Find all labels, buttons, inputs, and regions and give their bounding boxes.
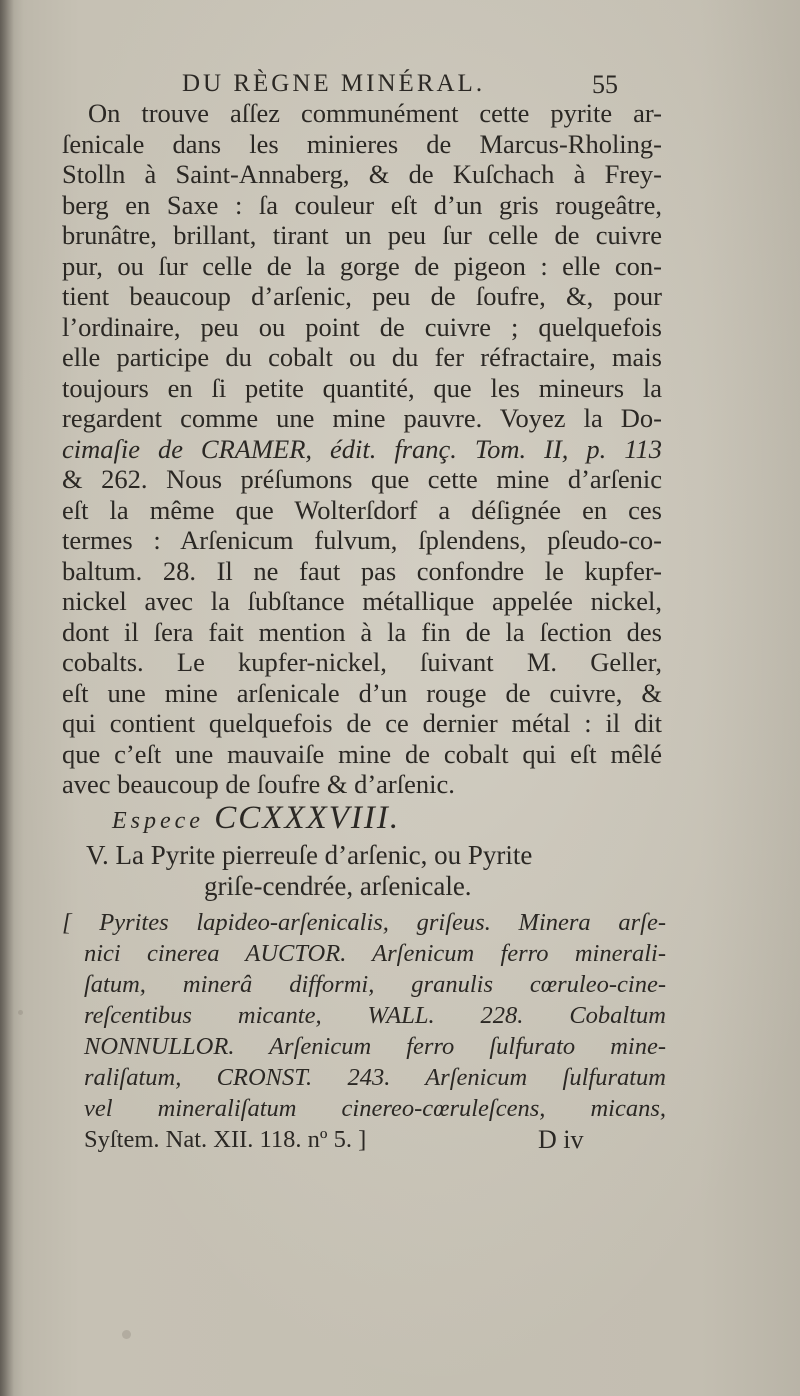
paragraph-line: eſt la même que Wolterſdorf a déſignée en ces [62,494,662,525]
paragraph-line: baltum. 28. Il ne faut pas confondre le kupfer- [62,555,662,586]
paragraph-line: & 262. Nous préſumons que cette mine d’arſenic [62,464,662,494]
page-header [0,68,800,102]
paragraph-line: nickel avec la ſubſtance métallique appelée nickel, [62,586,662,616]
paragraph-line: Stolln à Saint-Annaberg, & de Kuſchach à Frey- [62,159,662,189]
paragraph-line: pur, ou ſur celle de la gorge de pigeon : elle con- [62,250,662,281]
synonym-line: ſatum, minerâ difformi, granulis cœruleo-cine- [84,971,666,998]
paragraph-line: elle participe du cobalt ou du fer réfractaire, mais [62,342,662,372]
synonym-line: nici cinerea AUCTOR. Arſenicum ferro minerali- [84,940,666,967]
synonym-line: Syſtem. Nat. XII. 118. nº 5. ] [84,1126,367,1153]
paragraph-line: berg en Saxe : ſa couleur eſt d’un gris rougeâtre, [62,189,662,220]
signature-mark: D iv [538,1125,584,1154]
paragraph-line: ſenicale dans les minieres de Marcus-Rholing- [62,128,662,159]
paragraph-line: tient beaucoup d’arſenic, peu de ſoufre, &, pour [62,281,662,311]
paper-stain [18,1010,23,1015]
paragraph-line: toujours en ſi petite quantité, que les mineurs la [62,372,662,403]
synonym-line: NONNULLOR. Arſenicum ferro ſulfurato mine- [84,1033,666,1060]
species-heading [112,800,612,837]
paragraph-line: cobalts. Le kupfer-nickel, ſuivant M. Geller, [62,647,662,677]
species-title-line: griſe-cendrée, arſenicale. [204,871,472,901]
paragraph-line: qui contient quelquefois de ce dernier métal : il dit [62,708,662,738]
paper-stain [122,1330,131,1339]
synonym-line: raliſatum, CRONST. 243. Arſenicum ſulfuratum [84,1064,666,1091]
synonym-line: reſcentibus micante, WALL. 228. Cobaltum [84,1002,666,1029]
paragraph-line: eſt une mine arſenicale d’un rouge de cuivre, & [62,677,662,708]
species-title [62,840,662,902]
running-head: DU RÈGNE MINÉRAL. [182,70,486,97]
paragraph-line: regardent comme une mine pauvre. Voyez la Do- [62,403,662,433]
synonym-line: vel mineraliſatum cinereo-cœruleſcens, micans, [84,1095,666,1122]
paragraph-line: On trouve aſſez communément cette pyrite ar- [88,98,662,128]
species-heading-prefix: Espece [112,808,204,834]
synonyms-block [62,907,666,1155]
paragraph-line: avec beaucoup de ſoufre & d’arſenic. [62,769,455,799]
paragraph-line: que c’eſt une mauvaiſe mine de cobalt qui eſt mêlé [62,738,662,769]
paragraph-line: brunâtre, brillant, tirant un peu ſur celle de cuivre [62,220,662,250]
paragraph-line: cimaſie de CRAMER, édit. franç. Tom. II, p. 113 [62,433,662,464]
main-paragraph [62,98,662,800]
paragraph-line: termes : Arſenicum fulvum, ſplendens, pſeudo-co- [62,525,662,555]
paragraph-line: dont il ſera fait mention à la fin de la ſection des [62,616,662,647]
page-gutter-shadow [0,0,14,1396]
species-title-line: V. La Pyrite pierreuſe d’arſenic, ou Pyrite [86,840,533,870]
page-number: 55 [592,70,618,99]
synonym-line: [ Pyrites lapideo-arſenicalis, griſeus. Minera arſe- [62,909,666,936]
species-heading-numeral: CCXXXVIII. [214,800,401,836]
paragraph-line: l’ordinaire, peu ou point de cuivre ; quelquefois [62,311,662,342]
